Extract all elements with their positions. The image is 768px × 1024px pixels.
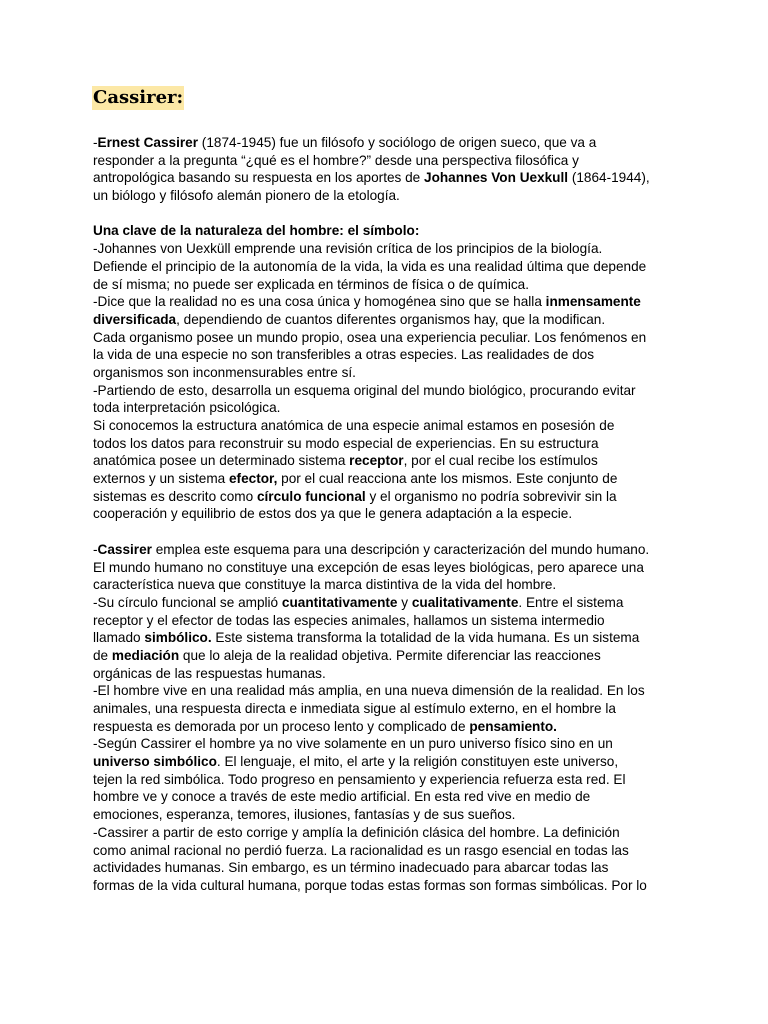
text-line [93,435,677,453]
text-run: - [93,135,98,150]
text-run: . Entre el sistema [518,594,624,610]
bold-text: cuantitativamente [281,594,398,610]
text-run: - [93,541,98,557]
text-run: Este sistema transforma la totalidad de la vida humana. Es un sistema [211,630,640,646]
text-line [93,399,677,417]
text-run: , por el cual recibe los estímulos [403,453,598,469]
text-line [93,718,677,736]
bold-text: cualitativamente [411,594,519,610]
text-line [93,612,677,630]
bold-text: Ernest Cassirer [97,135,199,150]
text-run: -Partiendo de esto, desarrolla un esquema original del mundo biológico, procurando evitar [93,382,636,398]
text-run: hombre ve y conoce a través de este medio artificial. En esta red vive en medio de [93,789,591,805]
text-run: orgánicas de las respuestas humanas. [93,665,326,681]
text-run: característica nueva que constituye la marca distintiva de la vida del hombre. [93,577,557,593]
text-run: antropológica basando su respuesta en los aportes de [93,170,425,186]
text-run: toda interpretación psicológica. [93,400,281,416]
text-run: organismos son inconmensurables entre sí. [93,364,356,380]
text-line [93,647,677,665]
bold-text: Cassirer [97,541,152,557]
text-line [93,311,677,329]
text-line [93,134,677,152]
bold-text: pensamiento. [469,718,557,734]
paragraph [93,222,677,523]
text-run: cooperación y equilibrio de estos dos ya que le genera adaptación a la especie. [93,506,573,522]
text-run: -Cassirer a partir de esto corrige y amplía la definición clásica del hombre. La definición [93,824,620,840]
text-line [93,682,677,700]
text-line [93,842,677,860]
text-line [93,700,677,718]
text-line [93,417,677,435]
text-line [93,240,677,258]
text-run: actividades humanas. Sin embargo, es un término inadecuado para abarcar todas las [93,860,609,876]
text-run: llamado [93,630,145,646]
text-run: emplea este esquema para una descripción y caracterización del mundo humano. [151,541,650,557]
paragraph [93,541,677,895]
text-line [93,771,677,789]
text-line [93,788,677,806]
text-line [93,629,677,647]
bold-text: efector, [229,471,278,487]
bold-text: Johannes Von Uexkull [424,170,569,186]
text-line [93,576,677,594]
text-run: sistemas es descrito como [93,488,257,504]
bold-text: diversificada [93,311,177,327]
text-run: -El hombre vive en una realidad más amplia, en una nueva dimensión de la realidad. En los [93,683,645,699]
text-run: Si conocemos la estructura anatómica de una especie animal estamos en posesión de [93,418,615,433]
text-line [93,364,677,382]
text-line [93,806,677,824]
text-run: animales, una respuesta directa e inmediata sigue al estímulo externo, en el hombre la [93,701,616,716]
bold-text: mediación [111,647,180,663]
text-run: formas de la vida cultural humana, porque todas estas formas son formas simbólicas. Por lo [93,877,647,893]
text-line [93,169,677,187]
text-run: Cada organismo posee un mundo propio, osea una experiencia peculiar. Los fenómenos en [93,329,647,345]
text-run: por el cual reacciona ante los mismos. Este conjunto de [277,471,618,487]
text-line [93,382,677,400]
text-line [93,541,677,559]
text-line [93,329,677,347]
text-run: , dependiendo de cuantos diferentes organismos hay, que la modifican. [176,311,606,327]
text-run: como animal racional no perdió fuerza. La racionalidad es un rasgo esencial en todas las [93,842,629,858]
text-run: de sí misma; no puede ser explicada en términos de física o de química. [93,276,529,292]
text-run: de [93,647,112,663]
paragraph-gap [93,523,677,541]
bold-text: simbólico. [144,630,212,646]
text-line [93,877,677,895]
text-run: externos y un sistema [93,471,229,487]
text-run: anatómica posee un determinado sistema [93,453,350,469]
text-line [93,824,677,842]
text-line [93,735,677,753]
text-line [93,859,677,877]
text-line [93,152,677,170]
text-run: . El lenguaje, el mito, el arte y la religión constituyen este universo, [216,754,619,770]
paragraph-gap [93,205,677,223]
text-run: responder a la pregunta “¿qué es el hombre?” desde una perspectiva filosófica y [93,152,579,168]
text-line [93,276,677,294]
text-line [93,505,677,523]
text-line [93,187,677,205]
text-run: -Johannes von Uexküll emprende una revisión crítica de los principios de la biología. [93,241,603,257]
text-run: -Según Cassirer el hombre ya no vive solamente en un puro universo físico sino en un [93,736,613,752]
bold-text: círculo funcional [256,488,366,504]
text-run: y el organismo no podría sobrevivir sin la [365,488,617,504]
bold-text: Una clave de la naturaleza del hombre: el símbolo: [93,223,420,239]
text-run: tejen la red simbólica. Todo progreso en pensamiento y experiencia refuerza esta red. El [93,771,626,787]
bold-text: receptor [349,453,404,469]
document-title: Cassirer: [93,87,184,108]
text-run: y [397,594,412,610]
text-line [93,293,677,311]
text-line [93,470,677,488]
text-run: (1864-1944), [568,170,650,186]
text-run: que lo aleja de la realidad objetiva. Permite diferenciar las reacciones [179,647,601,663]
text-line [93,452,677,470]
text-run: la vida de una especie no son transferibles a otras especies. Las realidades de dos [93,347,595,363]
text-run: emociones, esperanza, temores, ilusiones, fantasías y de sus sueños. [93,807,516,823]
text-run: todos los datos para reconstruir su modo especial de experiencias. En su estructura [93,435,599,451]
text-line [93,594,677,612]
text-line [93,488,677,506]
text-run: -Su círculo funcional se amplió [93,594,282,610]
text-line [93,665,677,683]
bold-text: inmensamente [545,294,641,310]
document-body [93,134,677,895]
bold-text: universo simbólico [93,754,217,770]
text-run: (1874-1945) fue un filósofo y sociólogo de origen sueco, que va a [198,135,597,150]
text-run: Defiende el principio de la autonomía de la vida, la vida es una realidad última que depende [93,258,647,274]
text-run: El mundo humano no constituye una excepción de esas leyes biológicas, pero aparece una [93,559,644,575]
text-line [93,753,677,771]
text-line [93,346,677,364]
text-run: respuesta es demorada por un proceso lento y complicado de [93,718,470,734]
text-line [93,559,677,577]
text-run: un biólogo y filósofo alemán pionero de la etología. [93,188,400,204]
text-run: receptor y el efector de todas las especies animales, hallamos un sistema intermedio [93,612,605,628]
text-run: -Dice que la realidad no es una cosa única y homogénea sino que se halla [93,294,546,310]
text-line [93,258,677,276]
text-line [93,222,677,240]
paragraph [93,134,677,205]
